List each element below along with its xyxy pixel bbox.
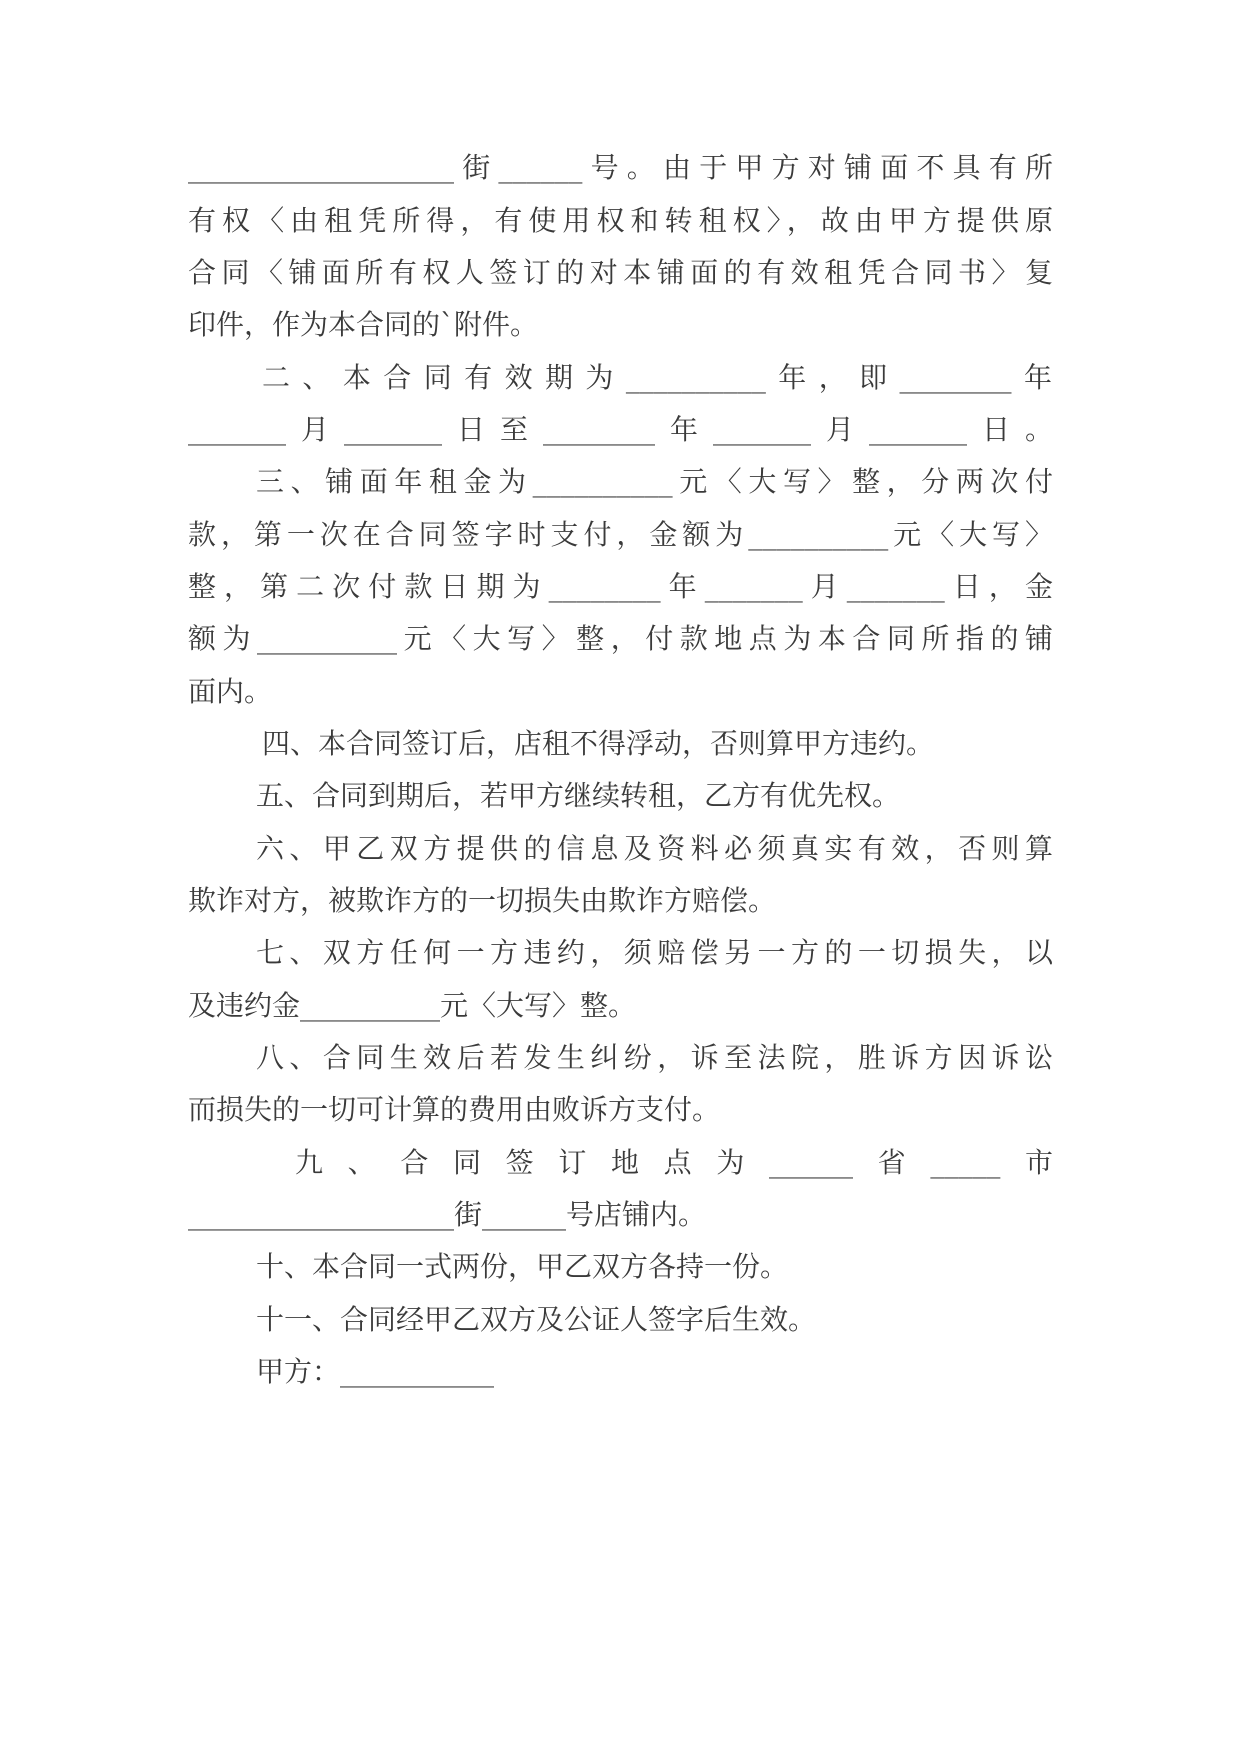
text-line: 而损失的一切可计算的费用由败诉方支付。	[188, 1093, 721, 1126]
text-line: ___________________街______号店铺内。	[188, 1198, 707, 1231]
clause-2: 二、本合同有效期为__________年，即________年	[262, 361, 1052, 394]
clause-11: 十一、合同经甲乙双方及公证人签字后生效。	[256, 1303, 817, 1336]
text-line: 合同〈铺面所有权人签订的对本铺面的有效租凭合同书〉复	[188, 256, 1053, 289]
clause-10: 十、本合同一式两份，甲乙双方各持一份。	[256, 1250, 789, 1283]
text-line: ___________________街______号。由于甲方对铺面不具有所	[188, 151, 1053, 184]
text-line: 及违约金__________元〈大写〉整。	[188, 989, 637, 1022]
clause-4: 四、本合同签订后，店租不得浮动，否则算甲方违约。	[262, 727, 935, 760]
clause-9: 九、合同签订地点为______省_____市	[295, 1146, 1053, 1179]
text-line: 有权〈由租凭所得，有使用权和转租权〉，故由甲方提供原	[188, 204, 1053, 237]
text-line: 欺诈对方，被欺诈方的一切损失由欺诈方赔偿。	[188, 884, 777, 917]
text-line: 整，第二次付款日期为________年_______月_______日，金	[188, 570, 1053, 603]
text-line: 面内。	[188, 675, 273, 708]
clause-8: 八、合同生效后若发生纠纷，诉至法院，胜诉方因诉讼	[256, 1041, 1053, 1074]
party-a-signature-line: 甲方：___________	[256, 1355, 495, 1388]
clause-7: 七、双方任何一方违约，须赔偿另一方的一切损失，以	[256, 936, 1053, 969]
text-line: 款，第一次在合同签字时支付，金额为__________元〈大写〉	[188, 518, 1053, 551]
text-line: 印件，作为本合同的`附件。	[188, 308, 539, 341]
clause-3: 三、铺面年租金为__________元〈大写〉整，分两次付	[256, 465, 1053, 498]
text-line: 额为__________元〈大写〉整，付款地点为本合同所指的铺	[188, 622, 1053, 655]
text-line: _______月_______日至________年_______月_______日。	[188, 413, 1053, 446]
clause-5: 五、合同到期后，若甲方继续转租，乙方有优先权。	[256, 779, 901, 812]
clause-6: 六、甲乙双方提供的信息及资料必须真实有效，否则算	[256, 832, 1053, 865]
